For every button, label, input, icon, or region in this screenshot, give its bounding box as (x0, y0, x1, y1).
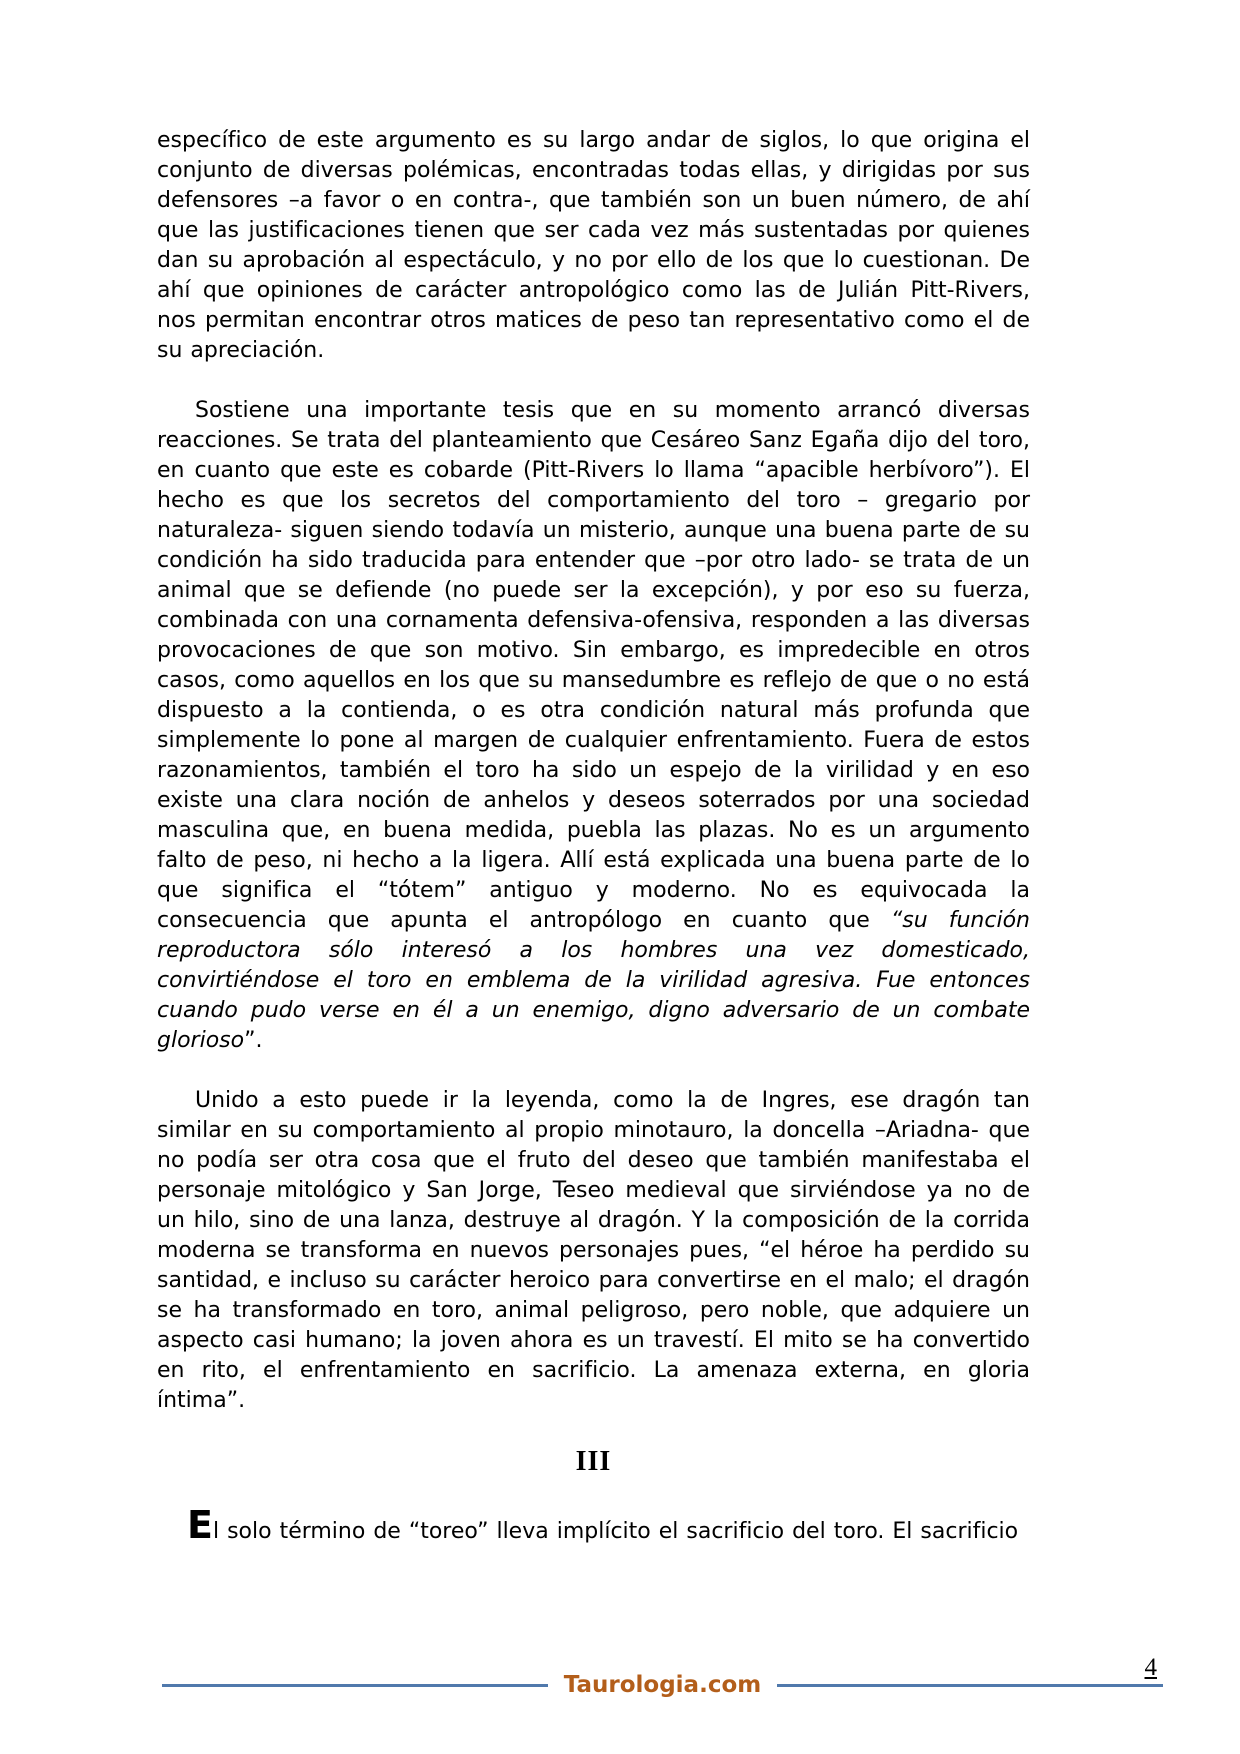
footer-rule-right (777, 1684, 1163, 1687)
section-heading: III (575, 1446, 612, 1477)
paragraph (157, 126, 1030, 366)
footer-rule-left (162, 1684, 548, 1687)
page-content (157, 126, 1030, 1547)
page-footer (162, 1672, 1163, 1698)
paragraph-text: Unido a esto puede ir la leyenda, como la de Ingres, ese dragón tan similar en su comportamiento al propio minotauro, la doncella –Ariadna- que no podía ser otra cosa que el fruto del deseo que también manifestaba el personaje mitológico y San Jorge, Teseo medieval que sirviéndose ya no de un hilo, sino de una lanza, destruye al dragón. Y la composición de la corrida moderna se transforma en nuevos personajes pues, “el héroe ha perdido su santidad, e incluso su carácter heroico para convertirse en el malo; el dragón se ha transformado en toro, animal peligroso, pero noble, que adquiere un aspecto casi humano; la joven ahora es un travestí. El mito se ha convertido en rito, el enfrentamiento en sacrificio. La amenaza externa, en gloria íntima”. (157, 1088, 1030, 1413)
body-text (157, 126, 1030, 1416)
paragraph-text: ”. (244, 1028, 263, 1053)
paragraph-text: específico de este argumento es su largo andar de siglos, lo que origina el conjunto de diversas polémicas, encontradas todas ellas, y dirigidas por sus defensores –a favor o en contra-, que también son un buen número, de ahí que las justificaciones tienen que ser cada vez más sustentadas por quienes dan su aprobación al espectáculo, y no por ello de los que lo cuestionan. De ahí que opiniones de carácter antropológico como las de Julián Pitt-Rivers, nos permitan encontrar otros matices de peso tan representativo como el de su apreciación. (157, 128, 1030, 363)
paragraph-text: Sostiene una importante tesis que en su momento arrancó diversas reacciones. Se trata del planteamiento que Cesáreo Sanz Egaña dijo del toro, en cuanto que este es cobarde (Pitt-Rivers lo llama “apacible herbívoro”). El hecho es que los secretos del comportamiento del toro – gregario por naturaleza- siguen siendo todavía un misterio, aunque una buena parte de su condición ha sido traducida para entender que –por otro lado- se trata de un animal que se defiende (no puede ser la excepción), y por eso su fuerza, combinada con una cornamenta defensiva-ofensiva, responden a las diversas provocaciones de que son motivo. Sin embargo, es impredecible en otros casos, como aquellos en los que su mansedumbre es reflejo de que o no está dispuesto a la contienda, o es otra condición natural más profunda que simplemente lo pone al margen de cualquier enfrentamiento. Fuera de estos razonamientos, también el toro ha sido un espejo de la virilidad y en eso existe una clara noción de anhelos y deseos soterrados por una sociedad masculina que, en buena medida, puebla las plazas. No es un argumento falto de peso, ni hecho a la ligera. Allí está explicada una buena parte de lo que significa el “tótem” antiguo y moderno. No es equivocada la consecuencia que apunta el antropólogo en cuanto que (157, 398, 1030, 933)
dropcap-initial: E (187, 1503, 213, 1547)
lead-paragraph-text: l solo término de “toreo” lleva implícito el sacrificio del toro. El sacrificio (212, 1519, 1019, 1544)
paragraph (157, 396, 1030, 1056)
page-number: 4 (1144, 1654, 1157, 1681)
paragraph (157, 1086, 1030, 1416)
lead-paragraph (157, 1503, 1030, 1547)
quoted-italic-text: “su función reproductora sólo interesó a los hombres una vez domesticado, convirtiéndose el toro en emblema de la virilidad agresiva. Fue entonces cuando pudo verse en él a un enemigo, digno adversario de un combate glorioso (157, 908, 1030, 1053)
footer-site-name: Taurologia.com (563, 1672, 762, 1698)
